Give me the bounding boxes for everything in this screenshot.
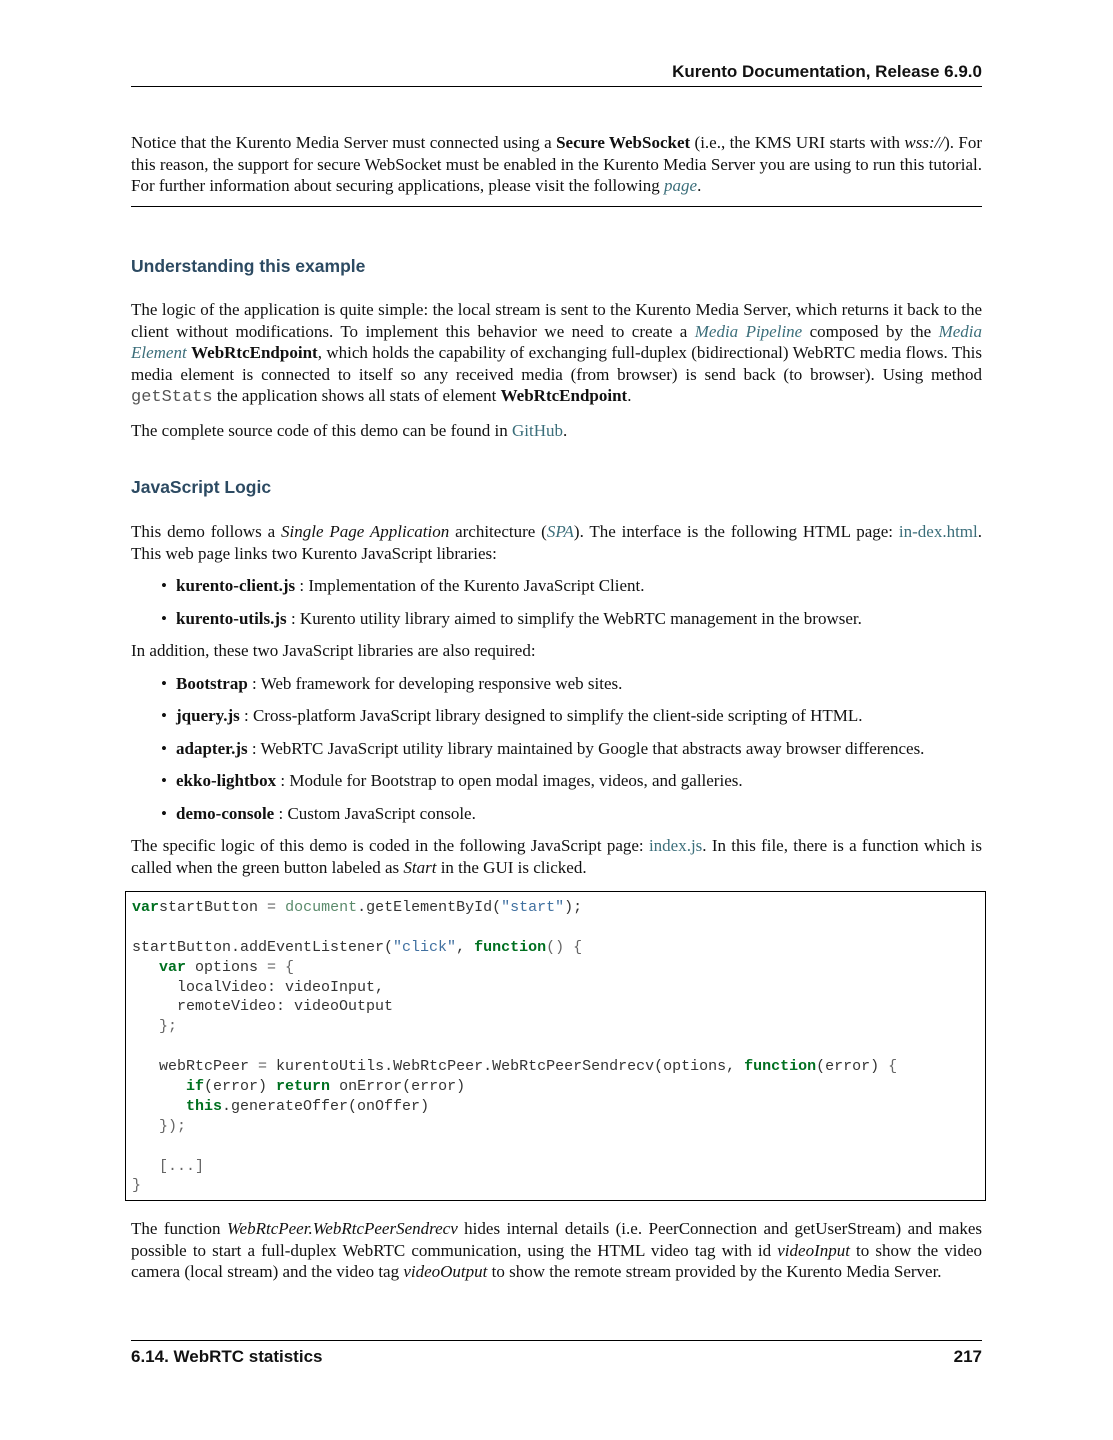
library-name: jquery.js <box>176 706 240 725</box>
kurento-libraries-list <box>131 575 982 629</box>
italic-text: Start <box>403 857 437 877</box>
text: composed by the <box>802 321 939 341</box>
bold-text: WebRtcEndpoint <box>500 386 628 405</box>
library-desc: : WebRTC JavaScript utility library maintained by Google that abstracts away browser differences. <box>247 738 925 758</box>
code-token: () { <box>546 938 583 956</box>
section-javascript-body <box>131 521 982 878</box>
code-token: }); <box>132 1117 187 1135</box>
code-token: webRtcPeer <box>132 1058 259 1076</box>
code-token: (error) <box>204 1078 277 1096</box>
section-heading: JavaScript Logic <box>131 477 272 497</box>
text: to show the video camera (local stream) and the video tag <box>131 1240 982 1281</box>
code-token: (error) <box>816 1058 889 1076</box>
code-token: startButton.addEventListener( <box>132 938 394 956</box>
code-line <box>132 1037 985 1057</box>
running-header: Kurento Documentation, Release 6.9.0 <box>131 62 982 87</box>
paragraph <box>131 521 982 564</box>
code-line <box>132 1077 985 1097</box>
section-understanding <box>131 256 982 277</box>
text: The specific logic of this demo is coded in the following JavaScript page: <box>131 836 649 855</box>
code-token: localVideo: videoInput, <box>132 978 385 996</box>
page-number: 217 <box>953 1347 982 1366</box>
bold-text: WebRtcEndpoint <box>191 343 318 362</box>
library-desc: : Kurento utility library aimed to simplify the WebRTC management in the browser. <box>286 608 862 628</box>
library-name: ekko-lightbox <box>176 771 277 790</box>
bold-text: Secure WebSocket <box>556 133 691 152</box>
code-line <box>132 997 985 1017</box>
code-token: remoteVideo: videoOutput <box>132 998 394 1016</box>
text: (i.e., the KMS URI starts with <box>690 133 905 152</box>
code-line <box>132 958 985 978</box>
paragraph: In addition, these two JavaScript libraries are also required: <box>131 641 536 660</box>
spa-link[interactable]: SPA <box>546 522 574 541</box>
footer-section: 6.14. WebRTC statistics <box>131 1347 323 1366</box>
text: architecture ( <box>449 522 547 541</box>
text: . <box>697 176 702 195</box>
section-heading: Understanding this example <box>131 256 366 276</box>
required-libraries-list <box>131 673 982 825</box>
library-name: adapter.js <box>176 738 248 758</box>
code-token: } <box>132 1177 142 1195</box>
library-desc: : Custom JavaScript console. <box>274 803 476 823</box>
section-understanding-body <box>131 299 982 441</box>
closing-paragraph-block <box>131 1218 982 1283</box>
library-name: Bootstrap <box>176 673 248 693</box>
code-token <box>132 1078 186 1095</box>
code-token: document <box>276 899 358 916</box>
code-token: ); <box>564 899 583 916</box>
code-line <box>132 978 985 998</box>
code-line <box>132 1097 985 1117</box>
code-token: function <box>744 1058 817 1076</box>
code-token: function <box>474 938 547 956</box>
list-item <box>176 705 982 727</box>
list-item <box>176 770 982 792</box>
inline-code: getStats <box>131 388 213 407</box>
text: . In this file, there is a function which is called when the green button labeled as <box>131 836 982 877</box>
library-desc: : Cross-platform JavaScript library designed to simplify the client-side scripting of HTML. <box>239 706 863 725</box>
italic-text: wss:// <box>904 133 945 152</box>
paragraph <box>131 299 982 409</box>
text: . This web page links two Kurento JavaScript libraries: <box>131 522 983 563</box>
code-token: }; <box>132 1018 178 1036</box>
code-token: , <box>456 938 475 956</box>
section-javascript-logic <box>131 477 982 498</box>
code-token: if <box>186 1078 205 1096</box>
code-line <box>132 1057 985 1077</box>
text: ). The interface is the following HTML page: <box>573 522 899 541</box>
text: , which holds the capability of exchanging full-duplex (bidirectional) WebRTC media flows. This media element is connected to itself so any received media (from browser) is send back (to browser). Using method <box>131 343 982 384</box>
code-token: onError(error) <box>330 1078 466 1096</box>
code-line <box>132 1157 985 1177</box>
paragraph <box>131 835 982 878</box>
code-token: "start" <box>501 899 565 916</box>
text: Notice that the Kurento Media Server must connected using a <box>131 133 557 152</box>
github-link[interactable]: GitHub <box>511 420 563 440</box>
library-name: kurento-client.js <box>176 576 296 595</box>
text: This demo follows a <box>131 522 282 541</box>
code-line <box>132 1017 985 1037</box>
library-desc: : Implementation of the Kurento JavaScript Client. <box>295 576 645 595</box>
code-token: = { <box>267 958 295 976</box>
library-name: kurento-utils.js <box>176 608 287 628</box>
code-token <box>132 959 159 976</box>
text: to show the remote stream provided by the Kurento Media Server. <box>487 1262 942 1281</box>
code-line <box>132 1176 985 1196</box>
code-token: this <box>186 1097 223 1115</box>
italic-text: videoOutput <box>403 1262 488 1281</box>
media-pipeline-link[interactable]: Media Pipeline <box>694 321 803 341</box>
library-desc: : Web framework for developing responsive web sites. <box>247 673 623 693</box>
text: The logic of the application is quite simple: the local stream is sent to the Kurento Media Server, which returns it back to the client without modifications. To implement this behavior we need to create a <box>131 300 982 341</box>
text: in the GUI is clicked. <box>436 857 587 877</box>
page-link[interactable]: page <box>664 176 698 195</box>
text: The complete source code of this demo can be found in <box>131 420 512 440</box>
media-element-link[interactable]: Media Element <box>131 321 982 362</box>
library-desc: : Module for Bootstrap to open modal images, videos, and galleries. <box>276 771 743 790</box>
text: . <box>627 386 632 405</box>
list-item <box>176 575 982 597</box>
italic-text: videoInput <box>777 1240 850 1260</box>
code-line <box>132 938 985 958</box>
code-line <box>132 1117 985 1137</box>
code-token: var <box>132 899 160 916</box>
note-paragraph <box>131 132 982 197</box>
running-footer <box>131 1340 982 1367</box>
list-item <box>176 608 982 630</box>
code-line <box>132 918 985 938</box>
index-html-link[interactable]: in-dex.html <box>898 522 978 541</box>
text: the application shows all stats of element <box>212 386 501 405</box>
text: hides internal details (i.e. PeerConnection and getUserStream) and makes possible to start a full-duplex WebRTC communication, using the HTML video tag with id <box>131 1219 982 1260</box>
code-token: return <box>276 1078 331 1096</box>
list-item <box>176 738 982 760</box>
code-token: var <box>159 958 187 976</box>
paragraph <box>131 1218 982 1283</box>
code-token: options <box>186 958 268 976</box>
note-block <box>131 132 982 207</box>
code-token: .generateOffer(onOffer) <box>222 1097 430 1115</box>
code-token: "click" <box>393 938 457 956</box>
text: ). For this reason, the support for secure WebSocket must be enabled in the Kurento Media Server you are using to run this tutorial. For further information about securing applications, please visit the following <box>131 133 983 195</box>
text: . <box>562 420 568 440</box>
code-token <box>132 1098 186 1115</box>
list-item <box>176 803 982 825</box>
code-line <box>132 1137 985 1157</box>
code-token: { <box>888 1058 898 1076</box>
code-token: kurentoUtils.WebRtcPeer.WebRtcPeerSendrecv(options, <box>267 1058 745 1076</box>
code-token: [...] <box>132 1157 205 1175</box>
code-token: startButton <box>159 899 268 916</box>
code-line <box>132 898 985 918</box>
italic-text: Single Page Application <box>281 522 450 541</box>
text: The function <box>131 1219 227 1238</box>
code-block <box>125 891 986 1201</box>
list-item <box>176 673 982 695</box>
library-name: demo-console <box>176 803 275 823</box>
paragraph <box>131 420 982 442</box>
code-token: .getElementById( <box>357 899 502 916</box>
italic-text: WebRtcPeer.WebRtcPeerSendrecv <box>226 1219 458 1238</box>
index-js-link[interactable]: index.js <box>648 836 703 855</box>
code-token: = <box>267 899 277 916</box>
code-token: = <box>258 1058 268 1076</box>
